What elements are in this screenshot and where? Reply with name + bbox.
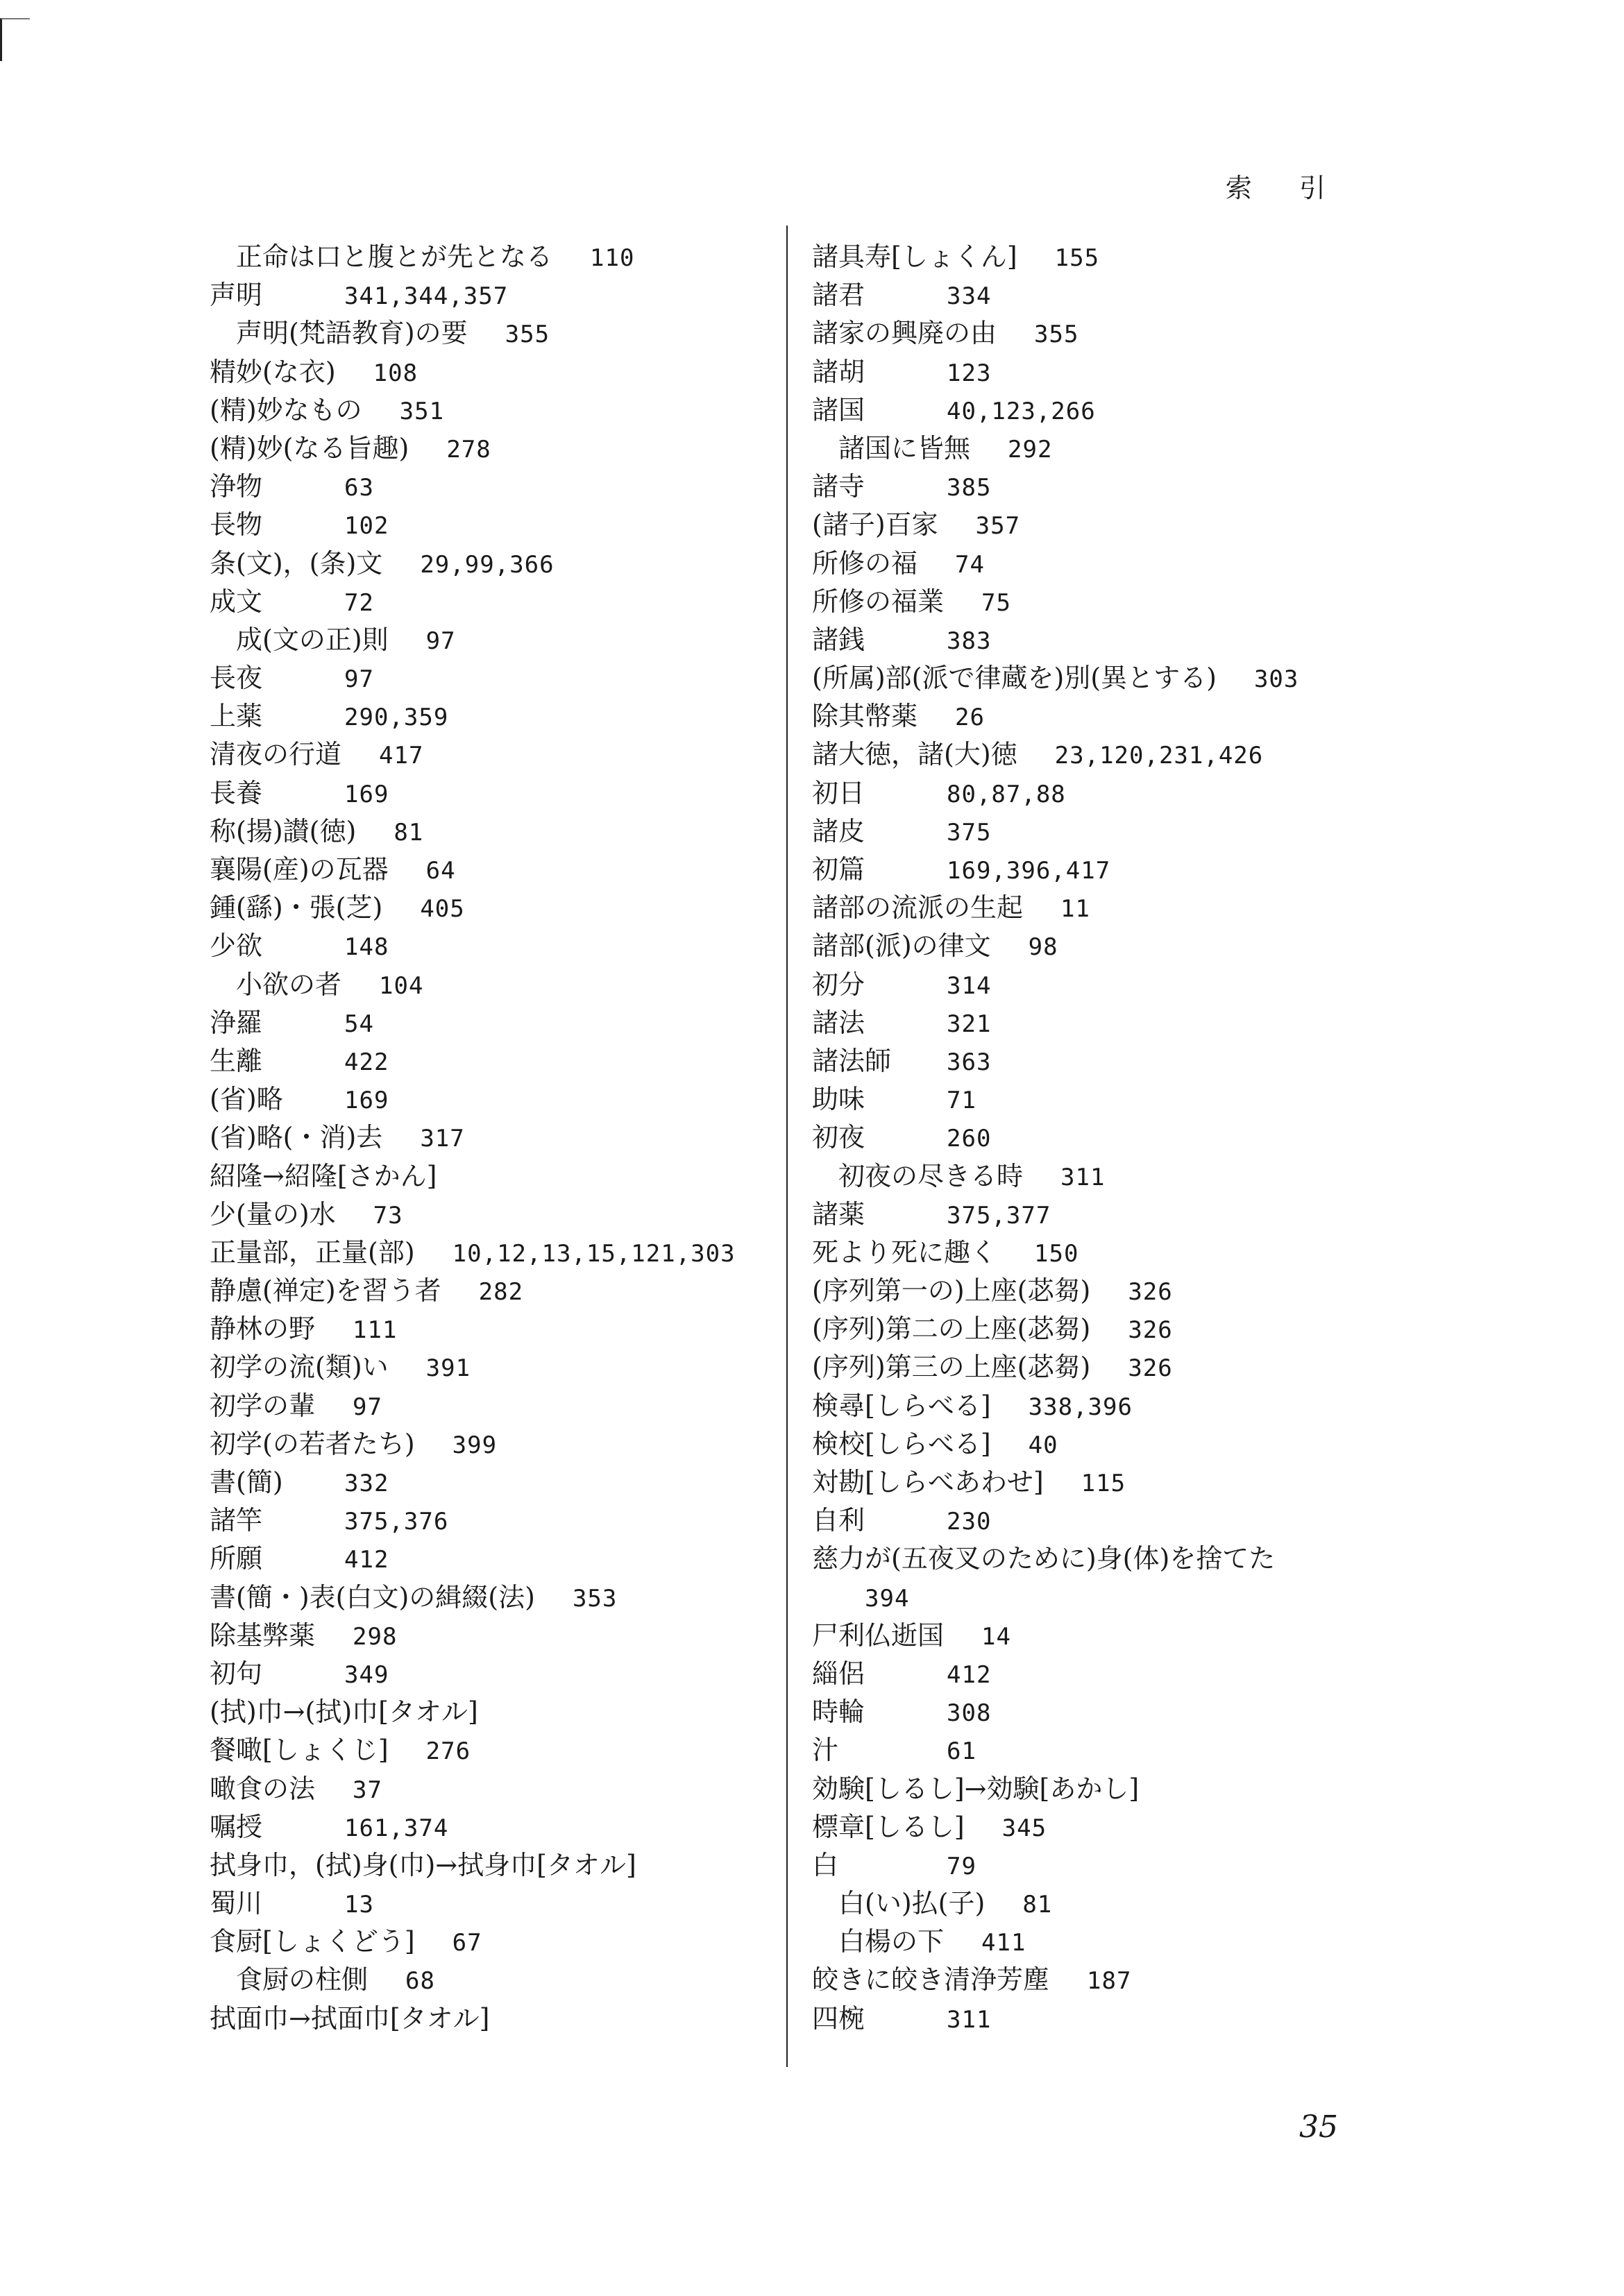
index-term: 初学(の若者たち)	[210, 1428, 415, 1459]
index-entry	[210, 1846, 793, 1885]
index-term: 諸竿	[210, 1505, 263, 1536]
index-term: 自利	[812, 1505, 865, 1536]
index-page-refs: 349	[344, 1660, 389, 1689]
index-page-refs: 405	[420, 895, 465, 924]
index-page-refs: 63	[344, 474, 374, 502]
index-page-refs: 40	[1028, 1431, 1058, 1459]
index-term: 精妙(な衣)	[210, 356, 336, 387]
index-entry	[812, 1731, 1395, 1769]
index-page-refs: 97	[425, 627, 456, 655]
index-entry	[812, 545, 1395, 583]
index-term: 浄羅	[210, 1007, 263, 1038]
index-page-refs: 72	[344, 588, 374, 617]
index-entry	[812, 1579, 1395, 1617]
index-entry	[812, 468, 1395, 506]
index-column-right	[812, 238, 1395, 2038]
page-number: 35	[1299, 2109, 1338, 2145]
index-page-refs: 74	[955, 550, 985, 579]
index-term: 諸法師	[812, 1045, 892, 1076]
index-entry	[210, 391, 793, 430]
index-entry	[812, 353, 1395, 391]
index-page-refs: 67	[452, 1929, 482, 1957]
index-term: 拭面巾→拭面巾[タオル]	[210, 2002, 490, 2034]
index-term: 初日	[812, 777, 865, 808]
index-entry	[210, 1770, 793, 1808]
index-entry	[210, 1731, 793, 1769]
index-entry	[812, 966, 1395, 1004]
index-term: 諸君	[812, 280, 865, 311]
index-page-refs: 13	[344, 1891, 374, 1919]
index-term: 長夜	[210, 663, 263, 694]
index-term: (精)妙(なる旨趣)	[210, 432, 409, 464]
index-entry	[812, 1808, 1395, 1846]
index-term: (省)略(・消)去	[210, 1122, 383, 1153]
index-entry	[812, 851, 1395, 889]
index-term: 諸寺	[812, 471, 865, 502]
index-entry	[210, 1004, 793, 1042]
index-page-refs: 108	[373, 359, 418, 387]
index-entry	[210, 276, 793, 314]
index-term: 初句	[210, 1658, 263, 1689]
index-entry	[812, 659, 1395, 697]
index-entry	[812, 314, 1395, 352]
index-page-refs: 341,344,357	[344, 282, 509, 311]
index-entry	[812, 1693, 1395, 1731]
index-page-refs: 79	[947, 1852, 976, 1880]
index-entry	[210, 2000, 793, 2038]
index-page-refs: 110	[590, 244, 635, 272]
index-term: 少(量の)水	[210, 1198, 336, 1230]
index-entry	[210, 1579, 793, 1617]
index-term: 諸家の興廃の由	[812, 318, 997, 349]
index-entry	[210, 927, 793, 965]
index-page-refs: 375	[947, 818, 992, 847]
index-page-refs: 357	[975, 512, 1021, 541]
index-entry	[210, 583, 793, 621]
index-entry	[812, 1463, 1395, 1502]
index-page-refs: 169	[344, 780, 389, 808]
index-page-refs: 230	[947, 1508, 992, 1536]
index-term: 嘱授	[210, 1811, 263, 1842]
index-entry	[210, 506, 793, 544]
index-term: 諸胡	[812, 356, 865, 387]
index-entry	[210, 1923, 793, 1961]
index-term: 緇侶	[812, 1658, 865, 1689]
index-term: 初学の流(類)い	[210, 1352, 389, 1383]
index-page-refs: 123	[947, 359, 992, 387]
index-entry	[210, 1387, 793, 1425]
index-entry	[812, 1080, 1395, 1119]
index-page-refs: 326	[1128, 1316, 1173, 1345]
index-entry	[812, 1234, 1395, 1272]
index-page-refs: 394	[865, 1584, 910, 1613]
index-term: 長養	[210, 777, 263, 808]
index-page-refs: 311	[947, 2005, 992, 2034]
index-page-refs: 10,12,13,15,121,303	[452, 1239, 736, 1268]
index-entry	[210, 1234, 793, 1272]
index-page-refs: 311	[1060, 1163, 1106, 1191]
index-page-refs: 161,374	[344, 1814, 449, 1842]
index-term: 少欲	[210, 930, 263, 962]
index-term: 上薬	[210, 701, 263, 732]
index-term: 浄物	[210, 471, 263, 502]
index-page-refs: 314	[947, 971, 992, 1000]
index-entry	[210, 468, 793, 506]
index-page-refs: 334	[947, 282, 992, 311]
index-entry	[812, 1540, 1395, 1578]
index-term: 襄陽(産)の瓦器	[210, 854, 389, 885]
index-term: 成文	[210, 586, 263, 617]
index-entry	[812, 1272, 1395, 1310]
index-entry	[812, 1348, 1395, 1386]
index-term: 対勘[しらべあわせ]	[812, 1467, 1044, 1497]
index-term: 死より死に趣く	[812, 1236, 997, 1268]
index-page-refs: 326	[1128, 1278, 1173, 1307]
index-entry	[210, 1655, 793, 1693]
index-term: (所属)部(派で律蔵を)別(異とする)	[812, 663, 1217, 694]
index-page-refs: 97	[353, 1393, 382, 1421]
index-term: 諸薬	[812, 1198, 865, 1230]
index-term: 助味	[812, 1084, 865, 1115]
index-term: (拭)巾→(拭)巾[タオル]	[210, 1697, 478, 1728]
index-term: 諸部(派)の律文	[812, 930, 991, 962]
index-page-refs: 102	[344, 512, 389, 541]
index-page-refs: 80,87,88	[947, 780, 1066, 808]
index-term: 諸部の流派の生起	[812, 892, 1024, 924]
index-entry	[812, 697, 1395, 735]
index-term: 静林の野	[210, 1313, 316, 1345]
index-page-refs: 111	[353, 1316, 398, 1345]
index-term: 鍾(繇)・張(芝)	[210, 892, 383, 924]
index-page-refs: 115	[1081, 1470, 1126, 1497]
index-term: 所願	[210, 1543, 263, 1574]
index-term: 初分	[812, 969, 865, 1000]
index-term: 食厨の柱側	[236, 1964, 369, 1996]
index-page-refs: 298	[353, 1622, 398, 1651]
index-term: (省)略	[210, 1084, 283, 1115]
index-entry	[210, 314, 793, 352]
index-entry	[812, 1846, 1395, 1885]
index-entry	[210, 238, 793, 276]
index-page-refs: 26	[955, 704, 985, 732]
index-page-refs: 317	[420, 1125, 465, 1153]
index-page-refs: 81	[394, 818, 424, 847]
index-term: 除基弊薬	[210, 1619, 316, 1651]
index-page-refs: 98	[1028, 933, 1058, 962]
index-page-refs: 97	[344, 665, 374, 694]
index-term: (諸子)百家	[812, 509, 938, 541]
index-term: 初篇	[812, 854, 865, 885]
index-entry	[210, 1196, 793, 1234]
index-term: 初学の輩	[210, 1390, 316, 1421]
index-page-refs: 68	[405, 1967, 435, 1996]
index-term: 初夜の尽きる時	[838, 1160, 1024, 1191]
index-term: 小欲の者	[236, 969, 342, 1000]
index-page-refs: 375,377	[947, 1201, 1051, 1230]
index-term: 拭身巾，(拭)身(巾)→拭身巾[タオル]	[210, 1849, 636, 1880]
index-term: 時輪	[812, 1697, 865, 1728]
index-page-refs: 14	[981, 1622, 1011, 1651]
index-entry	[210, 774, 793, 813]
index-page-refs: 155	[1054, 244, 1100, 272]
index-term: 諸国	[812, 394, 865, 425]
index-term: 生離	[210, 1045, 263, 1076]
index-page-refs: 260	[947, 1125, 992, 1153]
index-page-refs: 11	[1060, 895, 1090, 924]
index-entry	[210, 1885, 793, 1923]
index-entry	[210, 966, 793, 1004]
index-page-refs: 422	[344, 1048, 389, 1076]
index-entry	[812, 1617, 1395, 1655]
index-page-refs: 40,123,266	[947, 397, 1096, 425]
index-page-refs: 417	[379, 742, 424, 770]
index-entry	[812, 774, 1395, 813]
scan-corner-mark	[0, 18, 30, 61]
index-term: 長物	[210, 509, 263, 541]
index-entry	[812, 889, 1395, 927]
index-entry	[812, 1502, 1395, 1540]
index-entry	[210, 545, 793, 583]
index-page-refs: 61	[947, 1737, 976, 1766]
index-entry	[812, 1004, 1395, 1042]
index-term: 清夜の行道	[210, 739, 342, 770]
index-page-refs: 75	[981, 588, 1011, 617]
index-term: (序列第一の)上座(苾芻)	[812, 1275, 1091, 1307]
index-term: 食厨[しょくどう]	[210, 1926, 415, 1957]
index-page-refs: 292	[1008, 435, 1053, 464]
index-entry	[210, 1080, 793, 1119]
index-term: (序列)第二の上座(苾芻)	[812, 1313, 1091, 1345]
index-term: (精)妙なもの	[210, 394, 362, 425]
index-entry	[210, 430, 793, 468]
index-term: 静慮(禅定)を習う者	[210, 1275, 441, 1307]
index-page-refs: 73	[373, 1201, 403, 1230]
index-page-refs: 71	[947, 1087, 976, 1115]
index-entry	[210, 1119, 793, 1157]
index-entry	[210, 851, 793, 889]
index-entry	[210, 1693, 793, 1731]
index-page-refs: 321	[947, 1010, 992, 1038]
index-entry	[812, 391, 1395, 430]
index-entry	[210, 353, 793, 391]
index-term: 慈力が(五夜叉のために)身(体)を捨てた	[812, 1543, 1276, 1574]
index-page-refs: 148	[344, 933, 389, 962]
index-page-refs: 351	[399, 397, 445, 425]
index-page-refs: 399	[452, 1431, 498, 1459]
index-entry	[812, 2000, 1395, 2038]
index-entry	[210, 1310, 793, 1348]
index-term: 諸法	[812, 1007, 865, 1038]
index-page-refs: 411	[981, 1929, 1026, 1957]
index-term: 書(簡・)表(白文)の緝綴(法)	[210, 1581, 535, 1613]
index-term: 諸大徳，諸(大)徳	[812, 739, 1017, 770]
index-page-refs: 338,396	[1028, 1393, 1133, 1421]
index-term: 成(文の正)則	[236, 624, 389, 655]
index-entry	[210, 659, 793, 697]
index-page-refs: 412	[344, 1546, 389, 1574]
running-header: 索 引	[1225, 173, 1345, 203]
index-entry	[812, 1387, 1395, 1425]
index-entry	[812, 927, 1395, 965]
index-term: 称(揚)讃(徳)	[210, 815, 357, 847]
index-term: 除其幣薬	[812, 701, 918, 732]
index-page-refs: 169	[344, 1087, 389, 1115]
index-page-refs: 150	[1034, 1239, 1079, 1268]
index-term: 効験[しるし]→効験[あかし]	[812, 1773, 1140, 1804]
index-page-refs: 412	[947, 1660, 992, 1689]
index-term: 尸利仏逝国	[812, 1619, 945, 1651]
index-entry	[210, 1617, 793, 1655]
index-term: 白(い)払(子)	[838, 1888, 986, 1919]
index-entry	[812, 276, 1395, 314]
index-entry	[812, 1923, 1395, 1961]
index-term: 初夜	[812, 1122, 865, 1153]
index-entry	[210, 1808, 793, 1846]
index-page-refs: 169,396,417	[947, 857, 1111, 885]
index-entry	[210, 1272, 793, 1310]
index-page-refs: 303	[1253, 665, 1299, 694]
index-term: 諸具寿[しょくん]	[812, 241, 1017, 272]
index-page-refs: 383	[947, 627, 992, 655]
index-entry	[812, 1425, 1395, 1463]
column-divider	[786, 226, 788, 2067]
index-entry	[812, 1655, 1395, 1693]
index-term: 標章[しるし]	[812, 1811, 965, 1842]
index-page-refs: 391	[425, 1354, 471, 1383]
index-page-refs: 385	[947, 474, 992, 502]
index-entry	[812, 1961, 1395, 1999]
index-entry	[812, 1042, 1395, 1080]
index-term: 皎きに皎き清浄芳塵	[812, 1964, 1050, 1996]
index-page-refs: 345	[1001, 1814, 1047, 1842]
index-entry	[812, 1119, 1395, 1157]
index-entry	[210, 1463, 793, 1502]
index-page-refs: 104	[379, 971, 424, 1000]
index-page-refs: 353	[572, 1584, 618, 1613]
index-entry	[210, 1042, 793, 1080]
index-entry	[812, 506, 1395, 544]
index-page-refs: 37	[353, 1776, 382, 1804]
index-entry	[210, 697, 793, 735]
index-term: 所修の福業	[812, 586, 945, 617]
index-term: (序列)第三の上座(苾芻)	[812, 1352, 1091, 1383]
index-entry	[210, 1157, 793, 1196]
index-entry	[210, 1961, 793, 1999]
index-column-left	[210, 238, 793, 2038]
index-entry	[812, 813, 1395, 851]
index-page-refs: 355	[1034, 321, 1079, 349]
index-page-refs: 332	[344, 1470, 389, 1497]
index-entry	[210, 1502, 793, 1540]
index-entry	[812, 1196, 1395, 1234]
index-term: 検尋[しらべる]	[812, 1390, 991, 1421]
index-term: 紹隆→紹隆[さかん]	[210, 1160, 437, 1191]
index-term: 噉食の法	[210, 1773, 316, 1804]
index-term: 汁	[812, 1735, 839, 1766]
index-term: 四椀	[812, 2002, 865, 2034]
index-term: 白	[812, 1849, 839, 1880]
index-term: 餐噉[しょくじ]	[210, 1735, 389, 1766]
index-entry	[812, 1310, 1395, 1348]
index-entry	[812, 1770, 1395, 1808]
index-entry	[210, 1425, 793, 1463]
index-page-refs: 375,376	[344, 1508, 449, 1536]
index-entry	[210, 1540, 793, 1578]
index-entry	[812, 1885, 1395, 1923]
index-page-refs: 54	[344, 1010, 374, 1038]
index-page-refs: 23,120,231,426	[1054, 742, 1264, 770]
index-page-refs: 363	[947, 1048, 992, 1076]
index-page-refs: 290,359	[344, 704, 449, 732]
index-page-refs: 355	[505, 321, 550, 349]
index-page-refs: 29,99,366	[420, 550, 555, 579]
index-term: 検校[しらべる]	[812, 1428, 991, 1459]
index-entry	[812, 1157, 1395, 1196]
index-term: 諸国に皆無	[838, 432, 971, 464]
index-term: 諸皮	[812, 815, 865, 847]
index-term: 正命は口と腹とが先となる	[236, 241, 553, 272]
index-entry	[812, 735, 1395, 774]
index-entry	[812, 238, 1395, 276]
index-term: 諸銭	[812, 624, 865, 655]
index-page-refs: 326	[1128, 1354, 1173, 1383]
index-term: 声明(梵語教育)の要	[236, 318, 468, 349]
index-term: 正量部，正量(部)	[210, 1236, 415, 1268]
index-entry	[210, 1348, 793, 1386]
index-term: 声明	[210, 280, 263, 311]
index-entry	[210, 889, 793, 927]
index-page-refs: 81	[1022, 1891, 1053, 1919]
index-page-refs: 278	[446, 435, 491, 464]
index-entry	[812, 621, 1395, 659]
index-entry	[210, 735, 793, 774]
index-term: 所修の福	[812, 547, 918, 579]
index-page-refs: 64	[425, 857, 456, 885]
index-term: 白楊の下	[838, 1926, 945, 1957]
index-term: 書(簡)	[210, 1467, 283, 1497]
index-entry	[812, 583, 1395, 621]
index-page-refs: 276	[425, 1737, 471, 1766]
index-term: 条(文)，(条)文	[210, 547, 383, 579]
index-page-refs: 308	[947, 1699, 992, 1728]
index-entry	[210, 621, 793, 659]
index-entry	[812, 430, 1395, 468]
index-entry	[210, 813, 793, 851]
index-page-refs: 187	[1087, 1967, 1132, 1996]
index-page-refs: 282	[478, 1278, 524, 1307]
index-term: 蜀川	[210, 1888, 263, 1919]
